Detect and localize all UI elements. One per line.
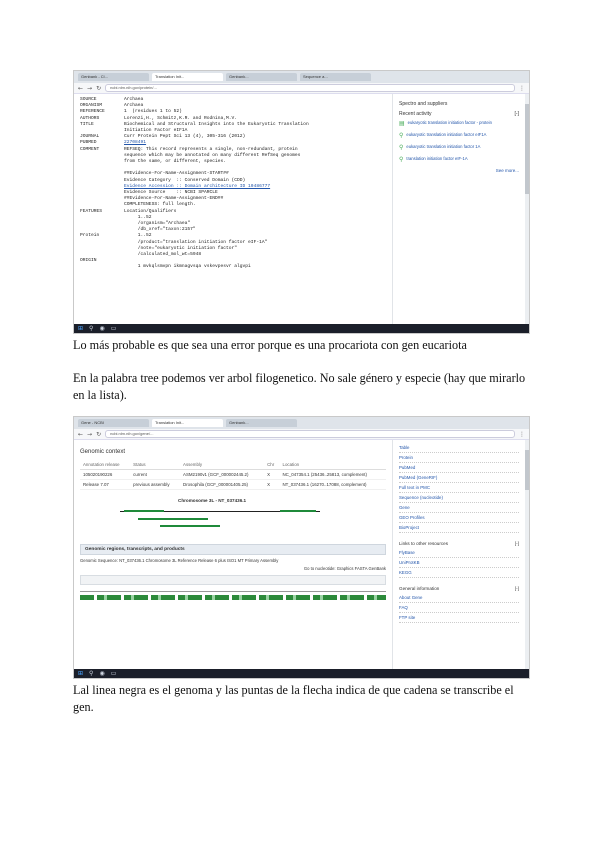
browser-tab-bar <box>74 417 529 429</box>
address-input[interactable]: ncbi.nlm.nih.gov/gene/... <box>105 430 515 438</box>
scrollbar[interactable] <box>525 94 529 324</box>
genbank-record <box>74 94 392 324</box>
recent-activity-heading: Recent activity [-] <box>399 111 519 117</box>
genbank-value: REFSEQ: This record represents a single, non-redundant, protein <box>124 146 298 152</box>
browser-tab[interactable]: Gene - NCBI <box>78 419 149 427</box>
genbank-key: Protein <box>80 233 100 239</box>
annotation-table <box>80 460 386 490</box>
genbank-value: 1..52 <box>124 214 152 220</box>
genbank-key: SOURCE <box>80 97 97 102</box>
genbank-value: Evidence Source :: NCBI SPARCLE <box>124 190 218 196</box>
sidebar-link[interactable]: Sequence (nucleotide) <box>399 493 519 503</box>
table-row: 105020190226 current ASM2190v1 (GCF_000002445.2) X NC_047354.1 (25436..25813, complement) <box>80 470 386 480</box>
genbank-value: ##Evidence-For-Name-Assignment-START## <box>124 171 229 177</box>
genbank-key: AUTHORS <box>80 115 100 121</box>
genbank-value: /product="translation initiation factor eIF-1A" <box>124 239 268 245</box>
forward-icon[interactable]: → <box>87 84 93 92</box>
genbank-key: TITLE <box>80 121 94 127</box>
col-header: Chr <box>264 460 279 470</box>
start-icon[interactable]: ⊞ <box>78 670 84 677</box>
search-icon[interactable]: ⚲ <box>89 325 94 332</box>
sidebar-link[interactable]: Table <box>399 443 519 453</box>
browser-tab[interactable]: Translation Init... <box>152 73 223 81</box>
genbank-value: Curr Protein Pept Sci 13 (4), 305-316 (2012) <box>124 134 246 140</box>
genbank-key: COMMENT <box>80 146 100 152</box>
sidebar-link[interactable]: PubMed <box>399 463 519 473</box>
browser-icon[interactable]: ◉ <box>99 670 105 677</box>
search-icon: ⚲ <box>399 156 404 163</box>
caption-1: Lo más probable es que sea una error porque es una procariota con gen eucariota <box>73 338 467 352</box>
scrollbar[interactable] <box>525 440 529 669</box>
collapse-icon[interactable]: [-] <box>514 586 519 591</box>
folder-icon[interactable]: ▭ <box>110 325 117 332</box>
start-icon[interactable]: ⊞ <box>78 325 84 332</box>
genbank-link[interactable]: 22708491 <box>124 140 147 146</box>
browser-icon[interactable]: ◉ <box>99 325 105 332</box>
taskbar <box>74 324 529 333</box>
search-icon: ⚲ <box>399 144 404 151</box>
address-input[interactable]: ncbi.nlm.nih.gov/protein/... <box>105 84 515 92</box>
sidebar-link[interactable]: Gene <box>399 503 519 513</box>
genbank-value: ##Evidence-For-Name-Assignment-END## <box>124 196 224 202</box>
chromosome-diagram: Chromosome 3L - NT_037436.1 <box>120 498 320 538</box>
genbank-value: Archaea <box>124 103 144 109</box>
browser-tab[interactable]: Sequence a... <box>300 73 371 81</box>
browser-url-bar <box>74 429 529 440</box>
collapse-icon[interactable]: [-] <box>514 541 519 546</box>
caption-3: Lal linea negra es el genoma y las puntas de la flecha indica de que cadena se transcribe el gen. <box>73 683 514 714</box>
caption-2: En la palabra tree podemos ver arbol filogenetico. No sale género y especie (hay que mirarlo en la lista). <box>73 371 526 402</box>
genbank-key: ORIGIN <box>80 258 97 264</box>
sidebar-link[interactable]: GEO Profiles <box>399 513 519 523</box>
genbank-value: Biochemical and Structural Insights into the Eukaryotic Translation <box>124 121 309 127</box>
browser-tab[interactable]: Translation Init... <box>152 419 223 427</box>
genbank-value: /calculated_mol_wt=5948 <box>124 252 202 258</box>
sidebar-link[interactable]: PubMed (GeneRIF) <box>399 473 519 483</box>
sidebar-link[interactable]: FlyBase <box>399 548 519 558</box>
col-header: Annotation release <box>80 460 130 470</box>
genbank-value: Evidence Category :: Conserved Domain (CDD) <box>124 177 246 183</box>
sidebar <box>392 94 525 324</box>
viewer-toolbar[interactable] <box>80 575 386 585</box>
collapse-icon[interactable]: [-] <box>514 111 519 117</box>
genbank-value: Lorenzi,H., Schmitz,K.R. and Rodnina,M.V. <box>124 115 238 121</box>
browser-tab-bar <box>74 71 529 83</box>
screenshot-gene <box>73 416 530 679</box>
genbank-value: 1 (residues 1 to 52) <box>124 109 182 115</box>
menu-icon[interactable]: ⋮ <box>519 430 525 438</box>
sidebar-link[interactable]: About Gene <box>399 593 519 603</box>
forward-icon[interactable]: → <box>87 430 93 438</box>
col-header: Assembly <box>180 460 264 470</box>
sidebar-link[interactable]: BioProject <box>399 523 519 533</box>
genbank-value: from the same, or different, species. <box>124 159 226 165</box>
recent-item[interactable]: ⚲ eukaryotic translation initiation factor 1A <box>399 144 481 151</box>
sidebar-link[interactable]: FAQ <box>399 603 519 613</box>
folder-icon[interactable]: ▭ <box>110 670 117 677</box>
sidebar-link[interactable]: Protein <box>399 453 519 463</box>
reload-icon[interactable]: ↻ <box>96 430 102 438</box>
col-header: Status <box>130 460 180 470</box>
ruler <box>80 587 386 592</box>
screenshot-genbank <box>73 70 530 334</box>
genbank-value: Archaea <box>124 97 144 102</box>
back-icon[interactable]: ← <box>78 430 84 438</box>
genbank-key: JOURNAL <box>80 134 100 140</box>
sidebar <box>392 440 525 669</box>
see-more-link[interactable]: See more... <box>495 168 519 173</box>
gene-track <box>80 595 386 600</box>
col-header: Location <box>280 460 387 470</box>
section-header[interactable]: Genomic regions, transcripts, and products <box>80 544 386 555</box>
genbank-value: /note="eukaryotic initiation factor" <box>124 245 238 251</box>
genbank-value: 1 mvkqlsmvpn ikmnagvsqa vskevpesvr algvpi <box>124 264 251 270</box>
sidebar-link[interactable]: UniProtKB <box>399 558 519 568</box>
genbank-key: ORGANISM <box>80 103 103 109</box>
menu-icon[interactable]: ⋮ <box>519 84 525 92</box>
search-icon: ⚲ <box>399 132 404 139</box>
gene-arrow <box>280 510 316 512</box>
genbank-value: COMPLETENESS: full length. <box>124 202 196 208</box>
genbank-value: /organism="Archaea" <box>124 221 191 227</box>
viewer-links[interactable]: Go to nucleotide: Graphics FASTA GenBank <box>303 566 386 571</box>
gene-arrow <box>160 525 220 527</box>
genbank-value: /db_xref="taxon:2157" <box>124 227 196 233</box>
document-icon: ▤ <box>399 120 405 127</box>
genbank-key: FEATURES <box>80 208 103 214</box>
browser-tab[interactable]: Genbank... <box>226 73 297 81</box>
sidebar-link[interactable]: Full text in PMC <box>399 483 519 493</box>
browser-url-bar <box>74 83 529 94</box>
search-icon[interactable]: ⚲ <box>89 670 94 677</box>
sidebar-heading: General information [-] <box>399 586 519 591</box>
taskbar <box>74 669 529 678</box>
sidebar-heading: Links to other resources [-] <box>399 541 519 546</box>
browser-tab[interactable]: Genbank... <box>226 419 297 427</box>
table-row: Release 7.07 previous assembly Drosophila (GCF_000001405.25) X NT_037436.1 (16270..17088, complement) <box>80 480 386 490</box>
genbank-value: sequence which may be annotated on many different RefSeq genomes <box>124 152 301 158</box>
sidebar-link[interactable]: KEGG <box>399 568 519 578</box>
genbank-line <box>80 264 386 270</box>
genbank-link[interactable]: Evidence Accession :: Domain architecture ID 10486777 <box>124 183 271 189</box>
gene-arrow <box>138 518 208 520</box>
genbank-value: Location/Qualifiers <box>124 208 177 214</box>
genbank-key: PUBMED <box>80 140 97 146</box>
reload-icon[interactable]: ↻ <box>96 84 102 92</box>
genomic-context-title: Genomic context <box>80 449 126 455</box>
genbank-value: 1..52 <box>124 233 152 239</box>
back-icon[interactable]: ← <box>78 84 84 92</box>
genomic-sequence-line: Genomic Sequence: NT_037436.1 Chromosome 3L Reference Release 6 plus ISO1 MT Primary Assembly <box>80 558 279 563</box>
recent-item[interactable]: ▤ eukaryotic translation initiation factor - protein <box>399 120 492 127</box>
gene-arrow <box>124 510 164 512</box>
recent-item[interactable]: ⚲ translation initiation factor eIF-1A <box>399 156 468 163</box>
sidebar-heading: Spectro and suppliers <box>399 101 448 107</box>
sidebar-link[interactable]: FTP site <box>399 613 519 623</box>
recent-item[interactable]: ⚲ eukaryotic translation initiation factor eIF1A <box>399 132 487 139</box>
browser-tab[interactable]: Genbank - Cl... <box>78 73 149 81</box>
genbank-key: REFERENCE <box>80 109 105 115</box>
gene-page <box>74 440 392 669</box>
genbank-value: Initiation Factor eIF1A <box>124 128 188 134</box>
